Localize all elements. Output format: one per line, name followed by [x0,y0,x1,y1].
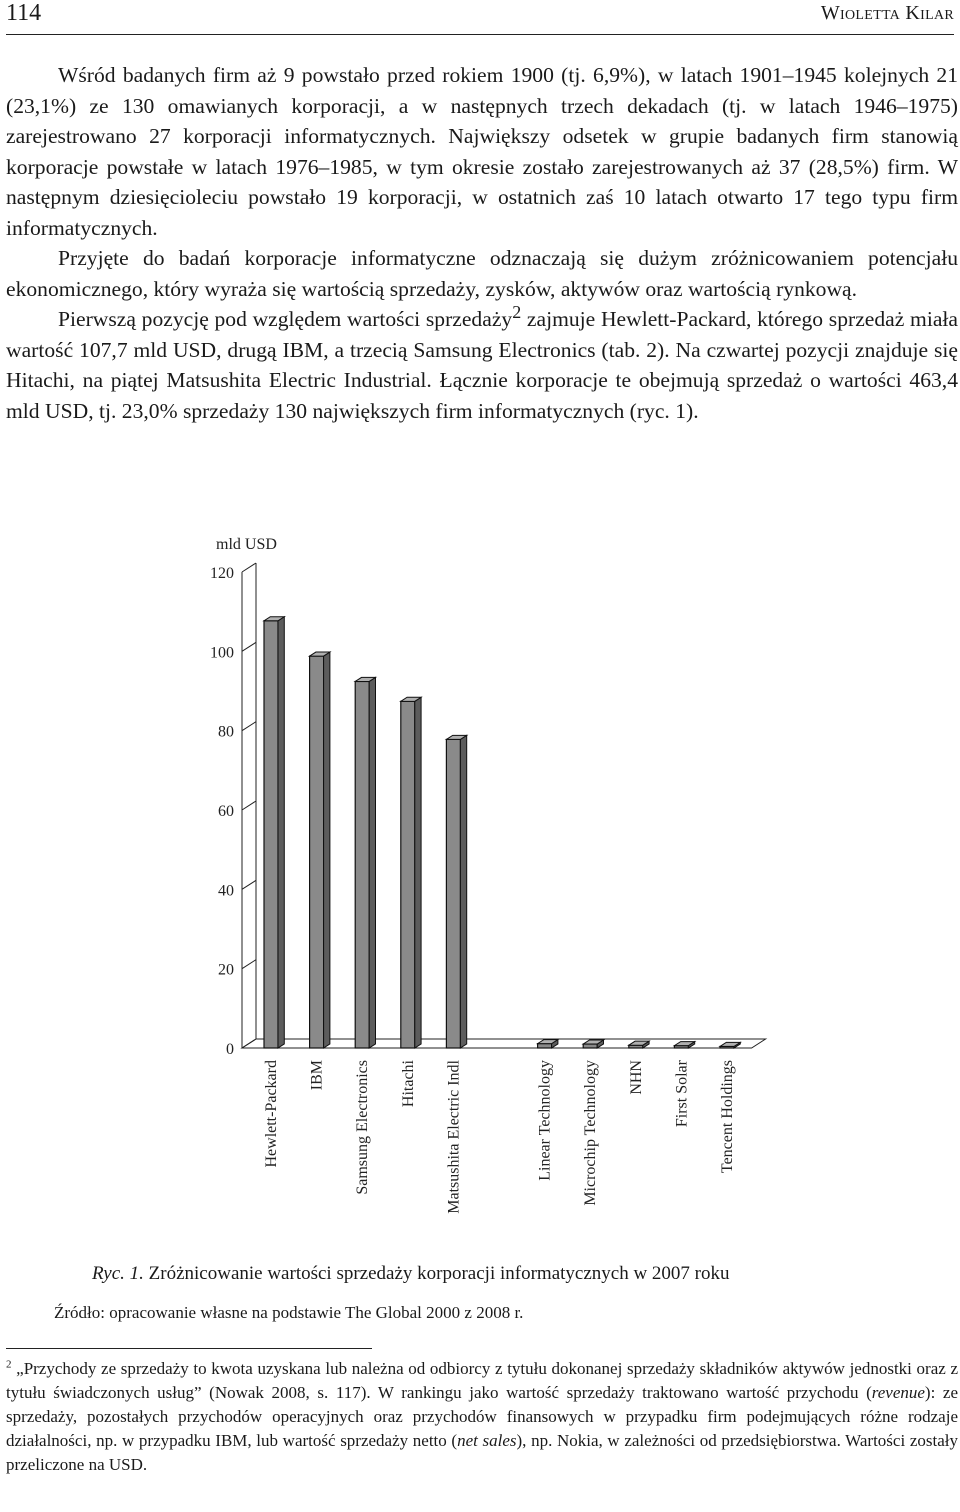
chart-bars [264,617,740,1048]
bar-microchip-technology [583,1040,603,1048]
y-tick-label-60: 60 [218,803,234,820]
footnote [6,1357,958,1477]
y-tick-100 [242,642,256,651]
bar-hitachi [401,697,421,1048]
bar-side [460,735,466,1048]
y-tick-label-0: 0 [226,1041,234,1058]
bar-front [446,739,460,1048]
paragraph-3-end: zajmuje Hewlett-Packard, którego sprzedaż miała wartość 107,7 mld USD, drugą IBM, a trzecią Samsung Electronics (tab. 2). Na czwartej pozycji znajduje się Hitachi, na piątej Matsushita Electric Industrial. Łącznie korporacje te obejmują sprzedaż o wartości 463,4 mld USD, tj. 23,0% sprzedaży 130 największych firm informatycznych (ryc. 1). [6,307,958,423]
x-tick-label-matsushita-electric-indl: Matsushita Electric Indl [445,1060,463,1214]
x-tick-label-hewlett-packard: Hewlett-Packard [263,1060,280,1168]
bar-linear-technology [538,1040,558,1048]
caption-label: Ryc. 1. [92,1263,144,1284]
y-tick-80 [242,722,256,731]
bar-side [369,677,375,1048]
footnote-text-3: ), np. Nokia, w zależności od przedsiębiorstwa. Wartości zostały przeliczone na USD. [6,1431,958,1474]
x-tick-label-hitachi: Hitachi [399,1060,417,1108]
bar-samsung-electronics [355,677,375,1048]
body-text [6,60,958,426]
paragraph-1: Wśród badanych firm aż 9 powstało przed rokiem 1900 (tj. 6,9%), w latach 1901–1945 kolejnych 21 (23,1%) ze 130 omawianych korporacji, a w następnych trzech dekadach (tj. w latach 1946–1975) zarejestrowano 27 korporacji informatycznych. Największy odsetek w grupie badanych firm stanowią korporacje powstałe w latach 1976–1985, w tym okresie zostało zarejestrowanych aż 37 (28,5%) firm. W następnym dziesięcioleciu powstało 19 korporacji, w ostatnich zaś 10 latach otwarto 17 tego typu firm informatycznych. [6,63,958,240]
running-title: Wioletta Kilar [820,2,954,24]
x-tick-label-first-solar: First Solar [673,1060,691,1128]
bar-side [324,652,330,1048]
footnote-mark: 2 [6,1358,12,1371]
footnote-text-2: ): ze sprzedaży, pozostałych przychodów operacyjnych oraz przychodów finansowych w przypadku firm podejmujących różne rodzaje działalności, np. w przypadku IBM, lub wartość sprzedaży netto ( [6,1383,958,1450]
figure-caption [92,1263,730,1285]
x-tick-labels [263,1059,736,1213]
footnote-ref[interactable]: 2 [512,301,522,322]
x-tick-label-microchip-technology: Microchip Technology [582,1060,600,1206]
sales-chart [190,525,810,1245]
y-tick-120 [242,563,256,572]
paragraph-2: Przyjęte do badań korporacje informatyczne odznaczają się dużym zróżnicowaniem potencjału ekonomicznego, który wyraża się wartością sprzedaży, zysków, aktywów oraz wartością rynkową. [6,246,958,301]
bar-front [583,1044,597,1048]
x-tick-label-tencent-holdings: Tencent Holdings [719,1060,736,1174]
bar-front [355,681,369,1048]
bar-first-solar [674,1042,694,1048]
footnote-rule [6,1348,372,1349]
bar-side [278,617,284,1048]
bar-front [401,701,415,1048]
bar-matsushita-electric-indl [446,735,466,1048]
bar-nhn [629,1041,649,1048]
page-number: 114 [6,0,42,26]
footnote-text-1: „Przychody ze sprzedaży to kwota uzyskana lub należna od odbiorcy z tytułu dokonanej sprzedaży składników aktywów jednostki oraz z tytułu świadczonych usług” (Nowak 2008, s. 117). W rankingu jako wartość sprzedaży traktowano wartość przychodu ( [6,1359,958,1402]
y-tick-label-120: 120 [210,565,234,582]
page-header [6,0,954,35]
x-tick-label-linear-technology: Linear Technology [536,1060,554,1181]
bar-side [415,697,421,1048]
x-tick-label-ibm: IBM [308,1060,326,1091]
caption-text: Zróżnicowanie wartości sprzedaży korporacji informatycznych w 2007 roku [143,1263,730,1284]
bar-hewlett-packard [264,617,284,1048]
footnote-emphasis-revenue: revenue [871,1383,925,1402]
y-tick-labels [210,565,234,1058]
paragraph-3-start: Pierwszą pozycję pod względem wartości sprzedaży [58,307,513,331]
y-axis-unit: mld USD [216,536,277,553]
paragraph-3 [6,301,958,426]
figure-source: Źródło: opracowanie własne na podstawie The Global 2000 z 2008 r. [54,1303,524,1322]
x-tick-label-samsung-electronics: Samsung Electronics [354,1060,372,1195]
chart-svg [190,525,810,1245]
y-tick-20 [242,960,256,969]
y-tick-label-80: 80 [218,723,234,741]
bar-tencent-holdings [720,1042,740,1048]
y-tick-label-100: 100 [210,644,234,662]
y-tick-40 [242,880,256,889]
bar-front [310,656,324,1048]
y-tick-label-20: 20 [218,961,234,979]
bar-ibm [310,652,330,1048]
bar-front [264,621,278,1048]
x-tick-label-nhn: NHN [627,1060,645,1095]
y-tick-label-40: 40 [218,882,234,900]
bar-front [538,1044,552,1048]
y-tick-60 [242,801,256,810]
y-tick-0 [242,1039,256,1048]
footnote-emphasis-net-sales: net sales [457,1431,517,1450]
